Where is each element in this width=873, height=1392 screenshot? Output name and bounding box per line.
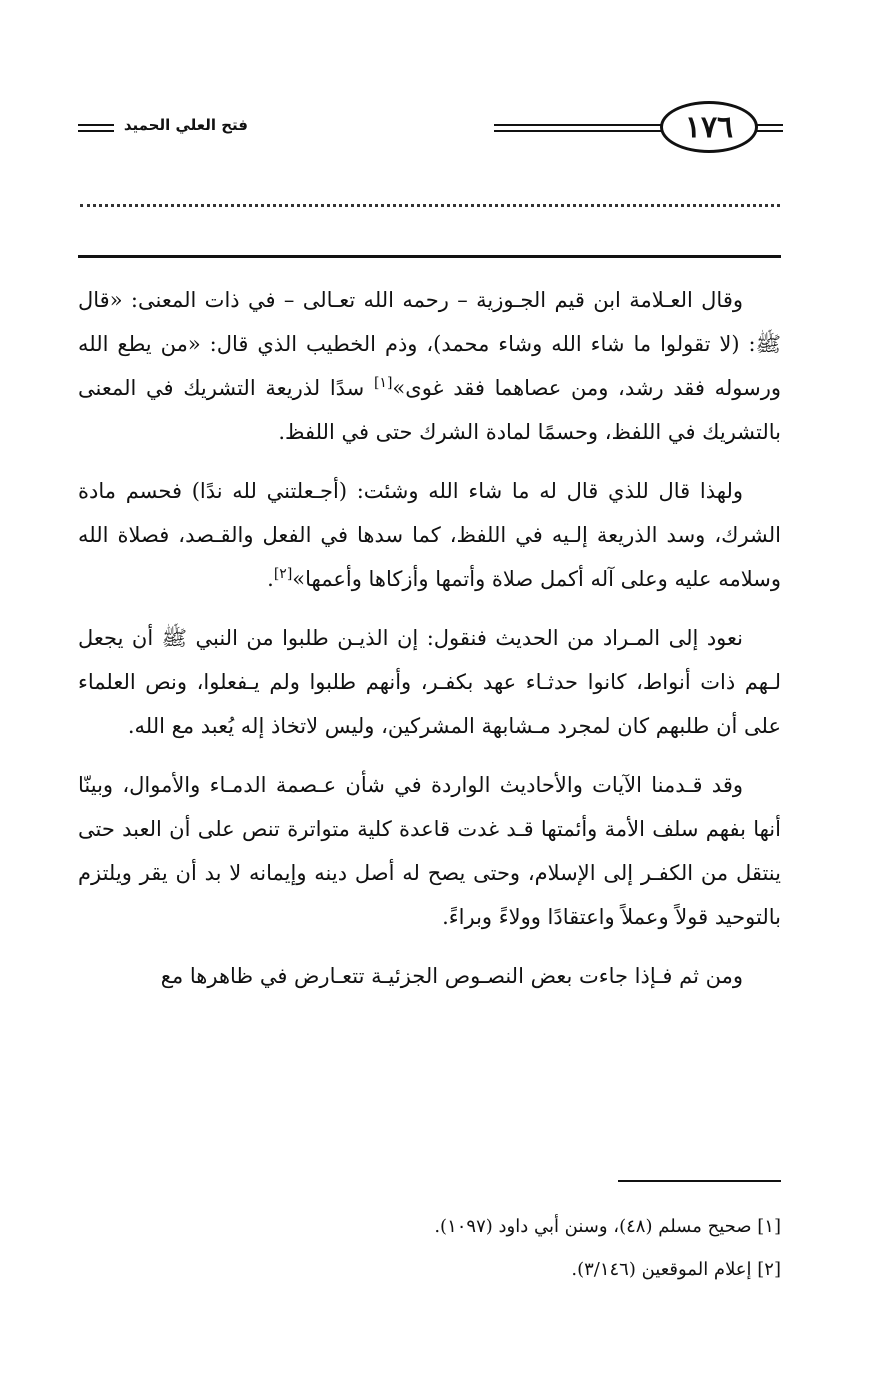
header-separator-rule	[78, 255, 781, 258]
footnote-ref-2[interactable]: [٢]	[273, 566, 293, 582]
paragraph-1-text: وقال العـلامة ابن قيم الجـوزية – رحمه الله تعـالى – في ذات المعنى: «قال ﷺ: (لا تقولوا ما شاء الله وشاء محمد)، وذم الخطيب الذي قال: «من يطع الله ورسوله فقد رشد، ومن عصاهما فقد غوى»	[78, 288, 781, 400]
main-text	[78, 278, 781, 1013]
dotted-separator	[80, 204, 780, 207]
paragraph-4: وقد قـدمنا الآيات والأحاديث الواردة في شأن عـصمة الدمـاء والأموال، وبينّا أنها بفهم سلف الأمة وأئمتها قـد غدت قاعدة كلية متواترة تنص على أن العبد حتى ينتقل من الكفـر إلى الإسلام، وحتى يصح له أصل دينه وإيمانه لا بد أن يقر ويلتزم بالتوحيد قولاً وعملاً واعتقادًا وولاءً وبراءً.	[78, 773, 781, 929]
paragraph-2-tail: .	[267, 567, 274, 591]
header-rule-left-upper	[494, 124, 662, 126]
paragraph-1	[78, 278, 781, 454]
header-rule-left-lower	[494, 130, 662, 132]
paragraph-2	[78, 469, 781, 601]
footnote-separator-rule	[618, 1180, 781, 1182]
footnotes	[78, 1205, 781, 1291]
page-number: ١٧٦	[660, 101, 758, 153]
header-rule-right-lower	[755, 130, 783, 132]
header-rule-right-upper	[755, 124, 783, 126]
paragraph-5: ومن ثم فـإذا جاءت بعض النصـوص الجزئيـة تتعـارض في ظاهرها مع	[160, 964, 743, 988]
paragraph-3: نعود إلى المـراد من الحديث فنقول: إن الذيـن طلبوا من النبي ﷺ أن يجعل لـهم ذات أنواط، كانوا حدثـاء عهد بكفـر، وأنهم طلبوا ولم يـفعلوا، ونص العلماء على أن طلبهم كان لمجرد مـشابهة المشركين، وليس لاتخاذ إله يُعبد مع الله.	[78, 626, 781, 738]
running-title-rule-upper	[78, 124, 114, 126]
running-title-rule-lower	[78, 130, 114, 132]
paragraph-1-tail: سدًا لذريعة التشريك في المعنى بالتشريك في اللفظ، وحسمًا لمادة الشرك حتى في اللفظ.	[78, 376, 781, 444]
paragraph-2-text: ولهذا قال للذي قال له ما شاء الله وشئت: (أجـعلتني لله ندًا) فحسم مادة الشرك، وسد الذريعة إلـيه في اللفظ، كما سدها في الفعل والقـصد، فصلاة الله وسلامه عليه وعلى آله أكمل صلاة وأتمها وأزكاها وأعمها»	[78, 479, 781, 591]
running-title: فتح العلي الحميد	[123, 116, 248, 134]
footnote-ref-1[interactable]: [١]	[373, 375, 393, 391]
footnote-1: [١] صحيح مسلم (٤٨)، وسنن أبي داود (١٠٩٧).	[434, 1216, 781, 1237]
footnote-2: [٢] إعلام الموقعين (٣/١٤٦).	[571, 1259, 781, 1280]
